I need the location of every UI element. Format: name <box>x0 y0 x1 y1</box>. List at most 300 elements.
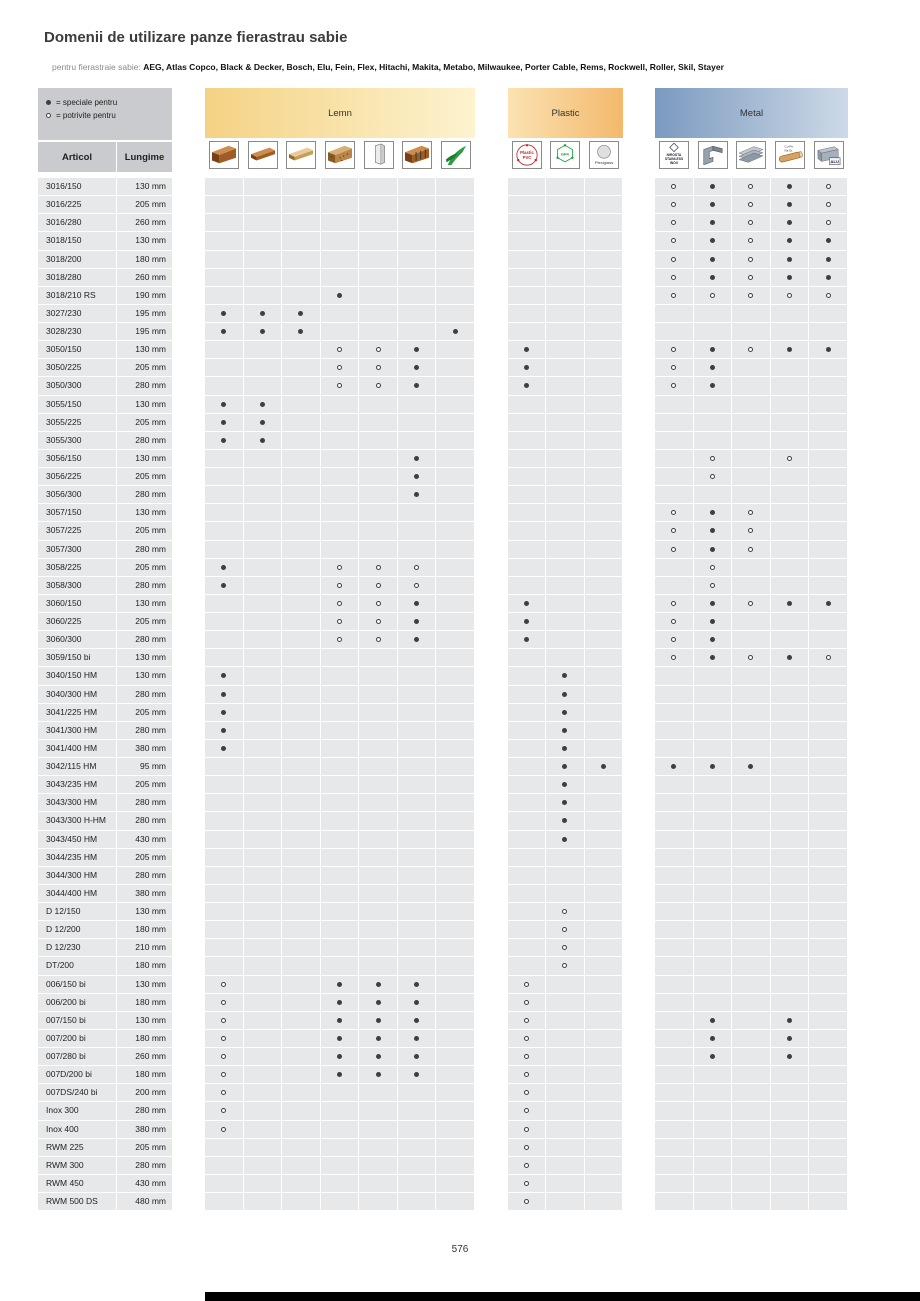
usage-cell <box>732 595 771 613</box>
usage-cell <box>771 287 810 305</box>
lungime-cell: 280 mm <box>117 867 172 885</box>
usage-cell <box>694 559 733 577</box>
lungime-cell: 280 mm <box>117 686 172 704</box>
usage-cell <box>546 1030 584 1048</box>
usage-cell <box>205 1030 244 1048</box>
suitable-dot <box>826 202 831 207</box>
usage-cell <box>282 957 321 975</box>
usage-cell <box>655 631 694 649</box>
usage-cell <box>436 921 475 939</box>
usage-cell <box>436 722 475 740</box>
usage-cell <box>809 323 848 341</box>
lungime-cell: 130 mm <box>117 649 172 667</box>
usage-row <box>205 667 475 685</box>
usage-cell <box>809 1157 848 1175</box>
usage-row <box>205 776 475 794</box>
usage-cell <box>655 758 694 776</box>
usage-row <box>655 849 848 867</box>
usage-cell <box>398 468 437 486</box>
usage-cell <box>585 885 623 903</box>
usage-cell <box>655 1139 694 1157</box>
special-dot <box>337 1000 342 1005</box>
lungime-cell: 130 mm <box>117 1012 172 1030</box>
usage-cell <box>585 976 623 994</box>
usage-cell <box>546 341 584 359</box>
usage-cell <box>694 359 733 377</box>
usage-cell <box>655 323 694 341</box>
usage-cell <box>585 776 623 794</box>
usage-cell <box>321 432 360 450</box>
usage-row <box>655 976 848 994</box>
special-dot <box>414 1018 419 1023</box>
usage-row <box>655 921 848 939</box>
table-row <box>38 722 172 740</box>
dot-rows <box>655 178 848 1211</box>
usage-row <box>508 849 623 867</box>
usage-cell <box>359 232 398 250</box>
usage-cell <box>205 667 244 685</box>
suitable-dot <box>524 982 529 987</box>
usage-cell <box>771 214 810 232</box>
articol-cell: 3018/210 RS <box>38 287 117 305</box>
usage-cell <box>732 287 771 305</box>
usage-cell <box>398 1102 437 1120</box>
usage-cell <box>244 541 283 559</box>
usage-cell <box>321 849 360 867</box>
usage-cell <box>359 468 398 486</box>
usage-cell <box>244 595 283 613</box>
lungime-cell: 430 mm <box>117 831 172 849</box>
usage-cell <box>508 1048 546 1066</box>
table-row <box>38 649 172 667</box>
usage-cell <box>244 1175 283 1193</box>
usage-cell <box>655 1066 694 1084</box>
usage-cell <box>321 559 360 577</box>
usage-cell <box>436 994 475 1012</box>
usage-cell <box>732 994 771 1012</box>
usage-cell <box>359 341 398 359</box>
usage-cell <box>546 269 584 287</box>
usage-cell <box>809 595 848 613</box>
usage-cell <box>205 450 244 468</box>
usage-cell <box>585 377 623 395</box>
suitable-dot <box>671 275 676 280</box>
usage-cell <box>655 740 694 758</box>
lungime-cell: 130 mm <box>117 232 172 250</box>
articol-cell: 3055/150 <box>38 396 117 414</box>
usage-cell <box>244 631 283 649</box>
usage-row <box>508 921 623 939</box>
usage-row <box>205 486 475 504</box>
articol-cell: 3057/150 <box>38 504 117 522</box>
usage-cell <box>655 305 694 323</box>
usage-row <box>508 414 623 432</box>
usage-cell <box>809 577 848 595</box>
usage-cell <box>205 323 244 341</box>
usage-cell <box>244 1048 283 1066</box>
suitable-dot <box>524 1000 529 1005</box>
usage-cell <box>585 704 623 722</box>
usage-row <box>205 686 475 704</box>
special-dot <box>710 365 715 370</box>
article-rows <box>38 178 172 1211</box>
usage-cell <box>244 468 283 486</box>
usage-row <box>205 178 475 196</box>
usage-row <box>655 450 848 468</box>
articol-cell: 007D/200 bi <box>38 1066 117 1084</box>
usage-cell <box>321 414 360 432</box>
usage-row <box>205 522 475 540</box>
usage-cell <box>809 1012 848 1030</box>
usage-cell <box>205 1084 244 1102</box>
suitable-dot <box>748 510 753 515</box>
usage-row <box>655 831 848 849</box>
usage-cell <box>809 613 848 631</box>
usage-cell <box>398 994 437 1012</box>
usage-cell <box>508 323 546 341</box>
usage-cell <box>694 812 733 830</box>
usage-cell <box>321 504 360 522</box>
table-row <box>38 1121 172 1139</box>
dot-rows <box>508 178 623 1211</box>
special-dot <box>562 728 567 733</box>
usage-cell <box>282 1139 321 1157</box>
lungime-cell: 180 mm <box>117 994 172 1012</box>
usage-cell <box>694 831 733 849</box>
usage-cell <box>244 522 283 540</box>
usage-cell <box>694 196 733 214</box>
articol-cell: 3040/300 HM <box>38 686 117 704</box>
articol-cell: 007/280 bi <box>38 1048 117 1066</box>
usage-cell <box>546 559 584 577</box>
suitable-dot <box>376 637 381 642</box>
usage-cell <box>585 1084 623 1102</box>
usage-cell <box>809 704 848 722</box>
usage-cell <box>546 577 584 595</box>
special-dot <box>826 601 831 606</box>
usage-row <box>205 921 475 939</box>
usage-cell <box>809 649 848 667</box>
usage-cell <box>732 1012 771 1030</box>
usage-cell <box>771 1066 810 1084</box>
svg-text:Plexiglass: Plexiglass <box>594 160 613 166</box>
articol-cell: 006/150 bi <box>38 976 117 994</box>
usage-row <box>655 903 848 921</box>
usage-cell <box>359 1157 398 1175</box>
usage-cell <box>809 196 848 214</box>
usage-cell <box>771 432 810 450</box>
special-dot <box>260 311 265 316</box>
usage-cell <box>359 251 398 269</box>
usage-cell <box>205 631 244 649</box>
usage-cell <box>508 776 546 794</box>
table-row <box>38 867 172 885</box>
usage-cell <box>359 414 398 432</box>
usage-cell <box>359 613 398 631</box>
table-row <box>38 468 172 486</box>
lungime-cell: 190 mm <box>117 287 172 305</box>
suitable-dot <box>414 583 419 588</box>
usage-cell <box>585 939 623 957</box>
usage-cell <box>244 1012 283 1030</box>
legend-special <box>46 96 172 109</box>
articol-cell: 3018/150 <box>38 232 117 250</box>
usage-cell <box>585 196 623 214</box>
usage-cell <box>809 396 848 414</box>
lungime-cell: 130 mm <box>117 976 172 994</box>
usage-cell <box>282 1012 321 1030</box>
articol-cell: 3044/300 HM <box>38 867 117 885</box>
usage-cell <box>205 776 244 794</box>
usage-cell <box>732 1139 771 1157</box>
usage-cell <box>205 468 244 486</box>
table-row <box>38 1157 172 1175</box>
lungime-cell: 280 mm <box>117 541 172 559</box>
usage-cell <box>585 396 623 414</box>
legend <box>38 88 172 140</box>
usage-cell <box>398 758 437 776</box>
usage-row <box>655 468 848 486</box>
usage-cell <box>359 704 398 722</box>
table-row <box>38 1102 172 1120</box>
usage-cell <box>694 1193 733 1211</box>
usage-cell <box>282 1193 321 1211</box>
usage-row <box>655 178 848 196</box>
usage-cell <box>321 305 360 323</box>
suitable-dot <box>524 1181 529 1186</box>
usage-cell <box>436 377 475 395</box>
usage-cell <box>436 939 475 957</box>
table-row <box>38 939 172 957</box>
suitable-dot <box>376 383 381 388</box>
usage-cell <box>359 885 398 903</box>
usage-cell <box>546 323 584 341</box>
suitable-dot <box>221 1072 226 1077</box>
usage-cell <box>809 1193 848 1211</box>
usage-cell <box>732 232 771 250</box>
usage-cell <box>205 1066 244 1084</box>
usage-cell <box>205 1012 244 1030</box>
usage-cell <box>436 341 475 359</box>
usage-row <box>655 1102 848 1120</box>
table-row <box>38 196 172 214</box>
usage-cell <box>321 1102 360 1120</box>
article-block <box>38 88 172 1206</box>
usage-cell <box>398 849 437 867</box>
usage-cell <box>436 1066 475 1084</box>
special-dot <box>787 655 792 660</box>
usage-row <box>655 1139 848 1157</box>
usage-cell <box>398 1066 437 1084</box>
usage-cell <box>282 414 321 432</box>
usage-row <box>508 432 623 450</box>
usage-row <box>655 522 848 540</box>
usage-cell <box>585 468 623 486</box>
articol-cell: 3044/235 HM <box>38 849 117 867</box>
icon-band <box>655 138 848 172</box>
usage-cell <box>398 812 437 830</box>
usage-cell <box>732 758 771 776</box>
usage-cell <box>809 504 848 522</box>
usage-cell <box>205 649 244 667</box>
usage-cell <box>809 957 848 975</box>
usage-cell <box>359 323 398 341</box>
plexiglass-icon <box>585 141 623 169</box>
usage-row <box>205 758 475 776</box>
usage-cell <box>732 649 771 667</box>
usage-cell <box>436 867 475 885</box>
usage-cell <box>546 450 584 468</box>
usage-cell <box>244 287 283 305</box>
usage-row <box>655 559 848 577</box>
usage-cell <box>655 287 694 305</box>
special-dot <box>562 673 567 678</box>
lungime-cell: 260 mm <box>117 269 172 287</box>
usage-cell <box>359 1084 398 1102</box>
usage-row <box>205 1139 475 1157</box>
usage-row <box>655 1012 848 1030</box>
usage-row <box>508 323 623 341</box>
usage-row <box>205 559 475 577</box>
usage-row <box>205 269 475 287</box>
usage-cell <box>398 867 437 885</box>
usage-cell <box>732 722 771 740</box>
usage-cell <box>436 667 475 685</box>
usage-cell <box>244 1102 283 1120</box>
usage-row <box>508 776 623 794</box>
usage-row <box>655 1175 848 1193</box>
usage-cell <box>732 359 771 377</box>
usage-cell <box>809 269 848 287</box>
suitable-dot <box>671 184 676 189</box>
usage-row <box>655 649 848 667</box>
usage-cell <box>398 595 437 613</box>
usage-cell <box>321 595 360 613</box>
usage-cell <box>809 976 848 994</box>
table-row <box>38 341 172 359</box>
usage-cell <box>694 867 733 885</box>
lungime-cell: 130 mm <box>117 504 172 522</box>
usage-cell <box>205 359 244 377</box>
usage-cell <box>694 305 733 323</box>
suitable-dot <box>337 601 342 606</box>
usage-cell <box>282 559 321 577</box>
usage-row <box>508 396 623 414</box>
usage-cell <box>771 794 810 812</box>
articol-cell: 3050/150 <box>38 341 117 359</box>
usage-cell <box>694 921 733 939</box>
usage-cell <box>585 831 623 849</box>
usage-cell <box>321 957 360 975</box>
special-dot <box>376 1000 381 1005</box>
suitable-dot <box>524 1036 529 1041</box>
usage-cell <box>585 504 623 522</box>
usage-cell <box>655 939 694 957</box>
usage-cell <box>585 1012 623 1030</box>
usage-row <box>205 377 475 395</box>
table-row <box>38 885 172 903</box>
usage-cell <box>436 686 475 704</box>
special-dot <box>414 1054 419 1059</box>
usage-cell <box>585 414 623 432</box>
special-dot <box>524 601 529 606</box>
usage-row <box>205 1066 475 1084</box>
usage-row <box>655 957 848 975</box>
legend-suitable <box>46 109 172 122</box>
usage-cell <box>655 1175 694 1193</box>
usage-cell <box>585 577 623 595</box>
special-dot <box>337 1018 342 1023</box>
usage-cell <box>282 541 321 559</box>
legend-special-text: = speciale pentru <box>56 98 118 107</box>
usage-row <box>205 468 475 486</box>
usage-table <box>38 88 888 1212</box>
usage-cell <box>436 522 475 540</box>
usage-row <box>508 1193 623 1211</box>
table-row <box>38 1139 172 1157</box>
usage-cell <box>694 758 733 776</box>
usage-cell <box>436 396 475 414</box>
table-row <box>38 178 172 196</box>
usage-row <box>205 867 475 885</box>
special-dot <box>221 746 226 751</box>
usage-cell <box>321 1193 360 1211</box>
usage-cell <box>244 486 283 504</box>
usage-row <box>508 1066 623 1084</box>
suitable-dot <box>671 365 676 370</box>
usage-cell <box>809 1102 848 1120</box>
usage-cell <box>244 704 283 722</box>
articol-cell: D 12/200 <box>38 921 117 939</box>
usage-cell <box>546 812 584 830</box>
usage-cell <box>585 631 623 649</box>
usage-cell <box>732 704 771 722</box>
usage-cell <box>321 1030 360 1048</box>
usage-cell <box>546 468 584 486</box>
usage-cell <box>732 631 771 649</box>
usage-cell <box>809 559 848 577</box>
usage-row <box>508 903 623 921</box>
usage-cell <box>359 396 398 414</box>
table-row <box>38 522 172 540</box>
special-dot <box>710 275 715 280</box>
usage-cell <box>282 849 321 867</box>
usage-cell <box>436 1157 475 1175</box>
usage-cell <box>508 686 546 704</box>
lungime-cell: 180 mm <box>117 1066 172 1084</box>
special-dot <box>710 238 715 243</box>
usage-cell <box>398 1012 437 1030</box>
usage-cell <box>359 522 398 540</box>
usage-cell <box>771 196 810 214</box>
group-plastic-header <box>508 88 623 138</box>
usage-cell <box>398 631 437 649</box>
lungime-cell: 280 mm <box>117 631 172 649</box>
column-headers <box>38 140 172 172</box>
usage-cell <box>809 667 848 685</box>
usage-cell <box>508 269 546 287</box>
usage-cell <box>732 377 771 395</box>
usage-row <box>655 377 848 395</box>
usage-cell <box>436 903 475 921</box>
usage-row <box>205 939 475 957</box>
usage-cell <box>282 776 321 794</box>
table-row <box>38 794 172 812</box>
usage-cell <box>359 1066 398 1084</box>
usage-cell <box>694 957 733 975</box>
usage-cell <box>359 1121 398 1139</box>
usage-cell <box>585 269 623 287</box>
